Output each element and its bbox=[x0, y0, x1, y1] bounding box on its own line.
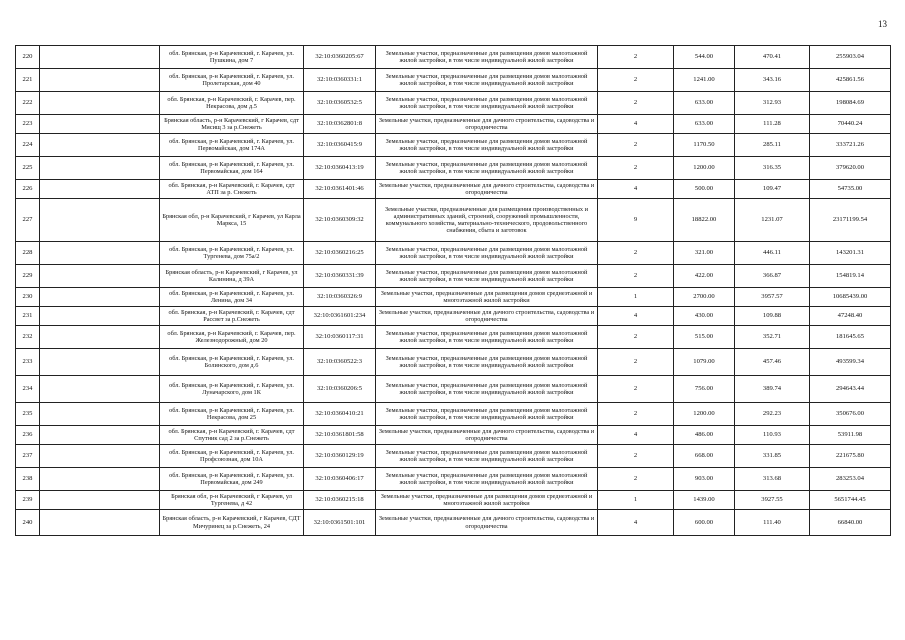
table-body bbox=[16, 46, 891, 536]
cadastral-number-cell: 32:10:0360215:18 bbox=[304, 491, 376, 510]
cadastral-value-cell: 143201.31 bbox=[810, 242, 891, 265]
row-number-cell: 237 bbox=[16, 445, 40, 468]
specific-value-cell: 352.71 bbox=[735, 326, 810, 349]
cadastral-number-cell: 32:10:0360415:9 bbox=[304, 134, 376, 157]
row-number-cell: 223 bbox=[16, 115, 40, 134]
empty-cell bbox=[40, 199, 160, 242]
row-number-cell: 225 bbox=[16, 157, 40, 180]
area-cell: 1200.00 bbox=[674, 403, 735, 426]
cadastral-number-cell: 32:10:0361601:234 bbox=[304, 307, 376, 326]
specific-value-cell: 457.46 bbox=[735, 349, 810, 376]
cadastral-value-cell: 54735.00 bbox=[810, 180, 891, 199]
land-use-cell: Земельные участки, предназначенные для размещения домов малоэтажной жилой застройки, в том числе индивидуальной жилой застройки bbox=[376, 157, 598, 180]
land-use-cell: Земельные участки, предназначенные для дачного строительства, садоводства и огородничества bbox=[376, 307, 598, 326]
group-cell: 2 bbox=[598, 265, 674, 288]
specific-value-cell: 470.41 bbox=[735, 46, 810, 69]
table-row bbox=[16, 265, 891, 288]
cadastral-number-cell: 32:10:0361401:46 bbox=[304, 180, 376, 199]
group-cell: 2 bbox=[598, 376, 674, 403]
specific-value-cell: 111.40 bbox=[735, 510, 810, 536]
address-cell: обл. Брянская, р-н Карачевский, г. Карачев, ул. Профсоюзная, дом 10А bbox=[160, 445, 304, 468]
area-cell: 1241.00 bbox=[674, 69, 735, 92]
row-number-cell: 222 bbox=[16, 92, 40, 115]
empty-cell bbox=[40, 157, 160, 180]
group-cell: 2 bbox=[598, 326, 674, 349]
cadastral-number-cell: 32:10:0360129:19 bbox=[304, 445, 376, 468]
land-use-cell: Земельные участки, предназначенные для дачного строительства, садоводства и огородничества bbox=[376, 510, 598, 536]
cadastral-value-cell: 221675.80 bbox=[810, 445, 891, 468]
page-number: 13 bbox=[878, 19, 887, 29]
address-cell: обл. Брянская, р-н Карачевский, г. Карачев, сдт Рассвет за р.Снежеть bbox=[160, 307, 304, 326]
cadastral-number-cell: 32:10:0360410:21 bbox=[304, 403, 376, 426]
group-cell: 4 bbox=[598, 115, 674, 134]
cadastral-number-cell: 32:10:0361501:101 bbox=[304, 510, 376, 536]
empty-cell bbox=[40, 265, 160, 288]
table-row bbox=[16, 134, 891, 157]
table-row bbox=[16, 468, 891, 491]
address-cell: Брянская область, р-н Карачевский, г Карачев, ул Калинина, д 39А bbox=[160, 265, 304, 288]
land-use-cell: Земельные участки, предназначенные для размещения домов малоэтажной жилой застройки, в том числе индивидуальной жилой застройки bbox=[376, 242, 598, 265]
cadastral-number-cell: 32:10:0360117:31 bbox=[304, 326, 376, 349]
empty-cell bbox=[40, 468, 160, 491]
table-row bbox=[16, 69, 891, 92]
cadastral-value-cell: 154819.14 bbox=[810, 265, 891, 288]
land-use-cell: Земельные участки, предназначенные для размещения домов малоэтажной жилой застройки, в том числе индивидуальной жилой застройки bbox=[376, 69, 598, 92]
land-use-cell: Земельные участки, предназначенные для размещения производственных и административных зданий, строений, сооружений промышленности, коммунального хозяйства, материально-технического, продовольственного снабжения, сбыта и заготовок bbox=[376, 199, 598, 242]
land-use-cell: Земельные участки, предназначенные для размещения домов малоэтажной жилой застройки, в том числе индивидуальной жилой застройки bbox=[376, 326, 598, 349]
specific-value-cell: 3957.57 bbox=[735, 288, 810, 307]
row-number-cell: 238 bbox=[16, 468, 40, 491]
area-cell: 903.00 bbox=[674, 468, 735, 491]
row-number-cell: 224 bbox=[16, 134, 40, 157]
land-use-cell: Земельные участки, предназначенные для размещения домов малоэтажной жилой застройки, в том числе индивидуальной жилой застройки bbox=[376, 445, 598, 468]
empty-cell bbox=[40, 242, 160, 265]
land-use-cell: Земельные участки, предназначенные для размещения домов малоэтажной жилой застройки, в том числе индивидуальной жилой застройки bbox=[376, 46, 598, 69]
cadastral-number-cell: 32:10:0360326:9 bbox=[304, 288, 376, 307]
row-number-cell: 234 bbox=[16, 376, 40, 403]
cadastral-value-cell: 283253.04 bbox=[810, 468, 891, 491]
specific-value-cell: 313.68 bbox=[735, 468, 810, 491]
table-row bbox=[16, 180, 891, 199]
cadastral-number-cell: 32:10:0360532:5 bbox=[304, 92, 376, 115]
cadastral-value-cell: 198084.69 bbox=[810, 92, 891, 115]
table-row bbox=[16, 92, 891, 115]
specific-value-cell: 316.35 bbox=[735, 157, 810, 180]
cadastral-value-cell: 493599.34 bbox=[810, 349, 891, 376]
address-cell: обл. Брянская, р-н Карачевский, г. Карачев, ул. Первомайская, дом 174А bbox=[160, 134, 304, 157]
area-cell: 321.00 bbox=[674, 242, 735, 265]
cadastral-value-cell: 350676.00 bbox=[810, 403, 891, 426]
group-cell: 2 bbox=[598, 46, 674, 69]
cadastral-value-cell: 255903.04 bbox=[810, 46, 891, 69]
land-use-cell: Земельные участки, предназначенные для размещения домов малоэтажной жилой застройки, в том числе индивидуальной жилой застройки bbox=[376, 134, 598, 157]
address-cell: обл. Брянская, р-н Карачевский, г. Карачев, пер. Железнодорожный, дом 20 bbox=[160, 326, 304, 349]
group-cell: 4 bbox=[598, 426, 674, 445]
address-cell: обл. Брянская, р-н Карачевский, г. Карачев, ул. Болинского, дом д.6 bbox=[160, 349, 304, 376]
table-row bbox=[16, 288, 891, 307]
table-row bbox=[16, 349, 891, 376]
area-cell: 500.00 bbox=[674, 180, 735, 199]
specific-value-cell: 3927.55 bbox=[735, 491, 810, 510]
address-cell: Брянская область, р-н Карачевский, г Карачев, СДТ Мичуринец за р.Снежеть, 24 bbox=[160, 510, 304, 536]
group-cell: 2 bbox=[598, 157, 674, 180]
cadastral-value-cell: 23171199.54 bbox=[810, 199, 891, 242]
row-number-cell: 229 bbox=[16, 265, 40, 288]
row-number-cell: 240 bbox=[16, 510, 40, 536]
row-number-cell: 232 bbox=[16, 326, 40, 349]
area-cell: 633.00 bbox=[674, 115, 735, 134]
table-row bbox=[16, 376, 891, 403]
row-number-cell: 221 bbox=[16, 69, 40, 92]
specific-value-cell: 110.93 bbox=[735, 426, 810, 445]
area-cell: 422.00 bbox=[674, 265, 735, 288]
specific-value-cell: 331.85 bbox=[735, 445, 810, 468]
cadastral-value-table bbox=[15, 45, 891, 536]
table-row bbox=[16, 307, 891, 326]
group-cell: 4 bbox=[598, 510, 674, 536]
cadastral-value-cell: 294643.44 bbox=[810, 376, 891, 403]
group-cell: 2 bbox=[598, 134, 674, 157]
cadastral-number-cell: 32:10:0360331:39 bbox=[304, 265, 376, 288]
address-cell: обл. Брянская, р-н Карачевский, г. Карачев, пер. Некрасова, дом д.5 bbox=[160, 92, 304, 115]
cadastral-value-cell: 70440.24 bbox=[810, 115, 891, 134]
specific-value-cell: 366.87 bbox=[735, 265, 810, 288]
empty-cell bbox=[40, 426, 160, 445]
row-number-cell: 230 bbox=[16, 288, 40, 307]
empty-cell bbox=[40, 46, 160, 69]
cadastral-number-cell: 32:10:0360331:1 bbox=[304, 69, 376, 92]
empty-cell bbox=[40, 69, 160, 92]
area-cell: 18822.00 bbox=[674, 199, 735, 242]
empty-cell bbox=[40, 445, 160, 468]
row-number-cell: 233 bbox=[16, 349, 40, 376]
group-cell: 4 bbox=[598, 307, 674, 326]
group-cell: 2 bbox=[598, 468, 674, 491]
land-use-cell: Земельные участки, предназначенные для размещения домов малоэтажной жилой застройки, в том числе индивидуальной жилой застройки bbox=[376, 349, 598, 376]
row-number-cell: 228 bbox=[16, 242, 40, 265]
cadastral-value-cell: 181645.65 bbox=[810, 326, 891, 349]
group-cell: 1 bbox=[598, 491, 674, 510]
table-row bbox=[16, 326, 891, 349]
empty-cell bbox=[40, 403, 160, 426]
row-number-cell: 220 bbox=[16, 46, 40, 69]
address-cell: обл. Брянская, р-н Карачевский, г. Карачев, сдт Спутник сад 2 за р.Снежеть bbox=[160, 426, 304, 445]
specific-value-cell: 292.23 bbox=[735, 403, 810, 426]
land-use-cell: Земельные участки, предназначенные для дачного строительства, садоводства и огородничества bbox=[376, 426, 598, 445]
cadastral-value-cell: 66840.00 bbox=[810, 510, 891, 536]
empty-cell bbox=[40, 115, 160, 134]
cadastral-number-cell: 32:10:0360216:25 bbox=[304, 242, 376, 265]
land-use-cell: Земельные участки, предназначенные для размещения домов среднеэтажной и многоэтажной жилой застройки bbox=[376, 491, 598, 510]
row-number-cell: 235 bbox=[16, 403, 40, 426]
area-cell: 1079.00 bbox=[674, 349, 735, 376]
group-cell: 2 bbox=[598, 349, 674, 376]
land-use-cell: Земельные участки, предназначенные для размещения домов малоэтажной жилой застройки, в том числе индивидуальной жилой застройки bbox=[376, 265, 598, 288]
specific-value-cell: 111.28 bbox=[735, 115, 810, 134]
cadastral-value-cell: 53911.98 bbox=[810, 426, 891, 445]
empty-cell bbox=[40, 92, 160, 115]
land-use-cell: Земельные участки, предназначенные для дачного строительства, садоводства и огородничества bbox=[376, 180, 598, 199]
empty-cell bbox=[40, 180, 160, 199]
area-cell: 544.00 bbox=[674, 46, 735, 69]
empty-cell bbox=[40, 510, 160, 536]
empty-cell bbox=[40, 376, 160, 403]
group-cell: 2 bbox=[598, 92, 674, 115]
specific-value-cell: 343.16 bbox=[735, 69, 810, 92]
cadastral-number-cell: 32:10:0361801:58 bbox=[304, 426, 376, 445]
area-cell: 486.00 bbox=[674, 426, 735, 445]
table-row bbox=[16, 510, 891, 536]
address-cell: обл. Брянская, р-н Карачевский, г. Карачев, ул. Первомайская, дом 164 bbox=[160, 157, 304, 180]
land-use-cell: Земельные участки, предназначенные для размещения домов малоэтажной жилой застройки, в том числе индивидуальной жилой застройки bbox=[376, 376, 598, 403]
address-cell: обл. Брянская, р-н Карачевский, г. Карачев, ул. Луначарского, дом 1К bbox=[160, 376, 304, 403]
row-number-cell: 239 bbox=[16, 491, 40, 510]
specific-value-cell: 389.74 bbox=[735, 376, 810, 403]
group-cell: 9 bbox=[598, 199, 674, 242]
cadastral-number-cell: 32:10:0360413:19 bbox=[304, 157, 376, 180]
cadastral-value-cell: 47248.40 bbox=[810, 307, 891, 326]
table-row bbox=[16, 242, 891, 265]
specific-value-cell: 109.47 bbox=[735, 180, 810, 199]
area-cell: 515.00 bbox=[674, 326, 735, 349]
address-cell: Брянская область, р-н Карачевский, г Карачев, сдт Мясищ 3 за р.Снежеть bbox=[160, 115, 304, 134]
cadastral-value-cell: 425861.56 bbox=[810, 69, 891, 92]
cadastral-number-cell: 32:10:0360309:32 bbox=[304, 199, 376, 242]
area-cell: 2700.00 bbox=[674, 288, 735, 307]
group-cell: 4 bbox=[598, 180, 674, 199]
address-cell: обл. Брянская, р-н Карачевский, г. Карачев, ул. Пролетарская, дом 40 bbox=[160, 69, 304, 92]
group-cell: 2 bbox=[598, 242, 674, 265]
specific-value-cell: 109.88 bbox=[735, 307, 810, 326]
specific-value-cell: 446.11 bbox=[735, 242, 810, 265]
row-number-cell: 227 bbox=[16, 199, 40, 242]
area-cell: 1439.00 bbox=[674, 491, 735, 510]
address-cell: обл. Брянская, р-н Карачевский, г. Карачев, ул. Первомайская, дом 249 bbox=[160, 468, 304, 491]
table-row bbox=[16, 491, 891, 510]
cadastral-value-cell: 5651744.45 bbox=[810, 491, 891, 510]
area-cell: 633.00 bbox=[674, 92, 735, 115]
empty-cell bbox=[40, 491, 160, 510]
row-number-cell: 231 bbox=[16, 307, 40, 326]
land-use-cell: Земельные участки, предназначенные для размещения домов малоэтажной жилой застройки, в том числе индивидуальной жилой застройки bbox=[376, 92, 598, 115]
cadastral-value-cell: 10685439.00 bbox=[810, 288, 891, 307]
empty-cell bbox=[40, 326, 160, 349]
address-cell: обл. Брянская, р-н Карачевский, г. Карачев, сдт АТП за р. Снежеть bbox=[160, 180, 304, 199]
cadastral-value-cell: 333721.26 bbox=[810, 134, 891, 157]
address-cell: обл. Брянская, р-н Карачевский, г. Карачев, ул. Некрасова, дом 25 bbox=[160, 403, 304, 426]
table-row bbox=[16, 403, 891, 426]
specific-value-cell: 285.11 bbox=[735, 134, 810, 157]
empty-cell bbox=[40, 349, 160, 376]
specific-value-cell: 312.93 bbox=[735, 92, 810, 115]
land-use-cell: Земельные участки, предназначенные для дачного строительства, садоводства и огородничества bbox=[376, 115, 598, 134]
address-cell: обл. Брянская, р-н Карачевский, г. Карачев, ул. Тургенева, дом 75а/2 bbox=[160, 242, 304, 265]
land-use-cell: Земельные участки, предназначенные для размещения домов малоэтажной жилой застройки, в том числе индивидуальной жилой застройки bbox=[376, 468, 598, 491]
address-cell: обл. Брянская, р-н Карачевский, г. Карачев, ул. Пушкина, дом 7 bbox=[160, 46, 304, 69]
cadastral-number-cell: 32:10:0360205:67 bbox=[304, 46, 376, 69]
cadastral-number-cell: 32:10:0360406:17 bbox=[304, 468, 376, 491]
group-cell: 2 bbox=[598, 403, 674, 426]
address-cell: обл. Брянская, р-н Карачевский, г. Карачев, ул. Ленина, дом 34 bbox=[160, 288, 304, 307]
address-cell: Брянская обл, р-н Карачевский, г Карачев, ул Карла Маркса, 15 bbox=[160, 199, 304, 242]
empty-cell bbox=[40, 134, 160, 157]
cadastral-value-cell: 379620.00 bbox=[810, 157, 891, 180]
row-number-cell: 226 bbox=[16, 180, 40, 199]
specific-value-cell: 1231.07 bbox=[735, 199, 810, 242]
table-row bbox=[16, 115, 891, 134]
cadastral-number-cell: 32:10:0360206:5 bbox=[304, 376, 376, 403]
group-cell: 1 bbox=[598, 288, 674, 307]
address-cell: Брянская обл, р-н Карачевский, г Карачев, ул Тургенева, д 42 bbox=[160, 491, 304, 510]
cadastral-number-cell: 32:10:0360522:3 bbox=[304, 349, 376, 376]
area-cell: 600.00 bbox=[674, 510, 735, 536]
table-row bbox=[16, 157, 891, 180]
group-cell: 2 bbox=[598, 69, 674, 92]
group-cell: 2 bbox=[598, 445, 674, 468]
area-cell: 668.00 bbox=[674, 445, 735, 468]
area-cell: 430.00 bbox=[674, 307, 735, 326]
table-row bbox=[16, 46, 891, 69]
land-use-cell: Земельные участки, предназначенные для размещения домов малоэтажной жилой застройки, в том числе индивидуальной жилой застройки bbox=[376, 403, 598, 426]
table-row bbox=[16, 445, 891, 468]
table-row bbox=[16, 426, 891, 445]
cadastral-number-cell: 32:10:0362801:8 bbox=[304, 115, 376, 134]
empty-cell bbox=[40, 307, 160, 326]
row-number-cell: 236 bbox=[16, 426, 40, 445]
empty-cell bbox=[40, 288, 160, 307]
area-cell: 1200.00 bbox=[674, 157, 735, 180]
land-use-cell: Земельные участки, предназначенные для размещения домов среднеэтажной и многоэтажной жилой застройки bbox=[376, 288, 598, 307]
table-row bbox=[16, 199, 891, 242]
area-cell: 1170.50 bbox=[674, 134, 735, 157]
area-cell: 756.00 bbox=[674, 376, 735, 403]
